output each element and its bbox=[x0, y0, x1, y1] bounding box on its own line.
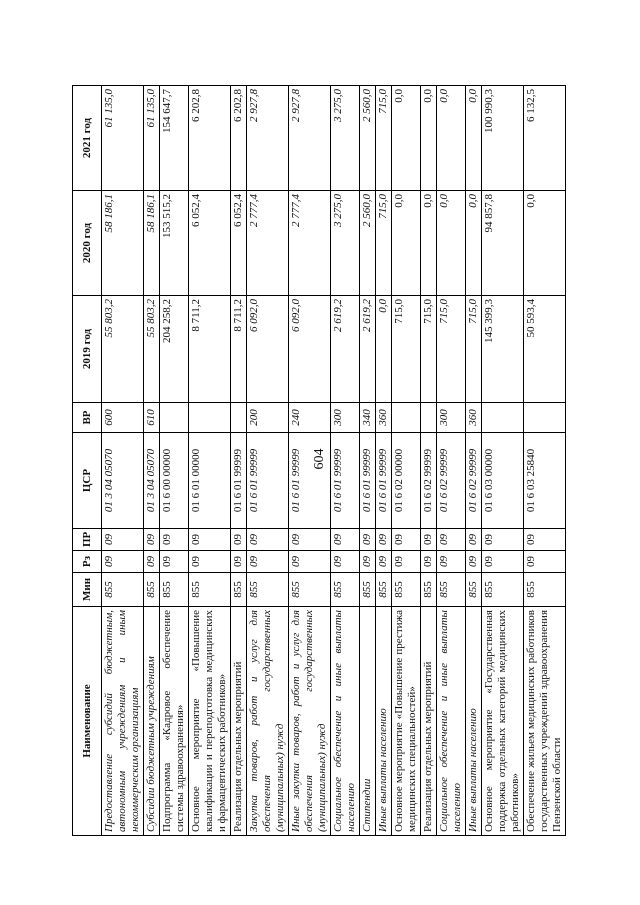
header-name: Наименование bbox=[73, 607, 102, 836]
cell-pr: 09 bbox=[289, 529, 331, 551]
table-row bbox=[331, 86, 360, 836]
cell-csr: 01 6 02 00000 bbox=[392, 433, 421, 529]
cell-2021: 0,0 bbox=[437, 86, 466, 191]
cell-rz: 09 bbox=[231, 551, 247, 573]
cell-csr: 01 6 01 99999 bbox=[289, 433, 331, 529]
cell-pr: 09 bbox=[482, 529, 524, 551]
cell-rz: 09 bbox=[392, 551, 421, 573]
cell-min: 855 bbox=[360, 573, 376, 607]
table-header-row bbox=[73, 86, 102, 836]
cell-2020: 0,0 bbox=[524, 191, 566, 296]
header-rz: Рз bbox=[73, 551, 102, 573]
cell-min: 855 bbox=[466, 573, 482, 607]
cell-min: 855 bbox=[247, 573, 289, 607]
cell-name: Социальное обеспечение и иные выплаты населению bbox=[437, 607, 466, 836]
cell-2019: 2 619,2 bbox=[331, 296, 360, 403]
cell-min: 855 bbox=[376, 573, 392, 607]
cell-pr: 09 bbox=[160, 529, 189, 551]
cell-pr: 09 bbox=[376, 529, 392, 551]
cell-name: Закупка товаров, работ и услуг для обеспечения государственных (муниципальных) нужд bbox=[247, 607, 289, 836]
cell-name: Основное мероприятие «Повышение квалификации и переподготовка медицинских и фармацевтических работников» bbox=[189, 607, 231, 836]
cell-2020: 6 052,4 bbox=[231, 191, 247, 296]
cell-pr: 09 bbox=[331, 529, 360, 551]
cell-vr: 240 bbox=[289, 403, 331, 433]
cell-csr: 01 6 02 99999 bbox=[421, 433, 437, 529]
cell-vr: 200 bbox=[247, 403, 289, 433]
budget-table bbox=[72, 85, 566, 836]
cell-2021: 6 202,8 bbox=[189, 86, 231, 191]
cell-min: 855 bbox=[231, 573, 247, 607]
cell-name: Реализация отдельных мероприятий bbox=[421, 607, 437, 836]
cell-name: Реализация отдельных мероприятий bbox=[231, 607, 247, 836]
cell-csr: 01 6 03 00000 bbox=[482, 433, 524, 529]
cell-vr: 360 bbox=[466, 403, 482, 433]
header-vr: ВР bbox=[73, 403, 102, 433]
cell-rz: 09 bbox=[360, 551, 376, 573]
cell-vr bbox=[421, 403, 437, 433]
cell-name: Иные закупки товаров, работ и услуг для обеспечения государственных (муниципальных) нужд bbox=[289, 607, 331, 836]
cell-2019: 0,0 bbox=[376, 296, 392, 403]
cell-pr: 09 bbox=[421, 529, 437, 551]
cell-name: Подпрограмма «Кадровое обеспечение системы здравоохранения» bbox=[160, 607, 189, 836]
table-row bbox=[160, 86, 189, 836]
cell-2020: 6 052,4 bbox=[189, 191, 231, 296]
cell-vr: 360 bbox=[376, 403, 392, 433]
cell-min: 855 bbox=[482, 573, 524, 607]
cell-vr: 340 bbox=[360, 403, 376, 433]
cell-min: 855 bbox=[160, 573, 189, 607]
cell-rz: 09 bbox=[466, 551, 482, 573]
cell-rz: 09 bbox=[376, 551, 392, 573]
cell-2019: 204 258,2 bbox=[160, 296, 189, 403]
cell-pr: 09 bbox=[437, 529, 466, 551]
cell-vr: 610 bbox=[144, 403, 160, 433]
cell-min: 855 bbox=[392, 573, 421, 607]
cell-2020: 58 186,1 bbox=[102, 191, 144, 296]
cell-2020: 94 857,8 bbox=[482, 191, 524, 296]
cell-name: Иные выплаты населению bbox=[466, 607, 482, 836]
cell-2020: 58 186,1 bbox=[144, 191, 160, 296]
cell-rz: 09 bbox=[160, 551, 189, 573]
cell-2019: 145 399,3 bbox=[482, 296, 524, 403]
cell-2021: 3 275,0 bbox=[331, 86, 360, 191]
table-row bbox=[247, 86, 289, 836]
cell-rz: 09 bbox=[189, 551, 231, 573]
table-row bbox=[231, 86, 247, 836]
header-2019: 2019 год bbox=[73, 296, 102, 403]
cell-pr: 09 bbox=[144, 529, 160, 551]
cell-2019: 55 803,2 bbox=[144, 296, 160, 403]
table-row bbox=[360, 86, 376, 836]
table-row bbox=[524, 86, 566, 836]
cell-pr: 09 bbox=[360, 529, 376, 551]
header-min: Мин bbox=[73, 573, 102, 607]
cell-2021: 715,0 bbox=[376, 86, 392, 191]
cell-2021: 6 132,5 bbox=[524, 86, 566, 191]
cell-2021: 6 202,8 bbox=[231, 86, 247, 191]
table-row bbox=[437, 86, 466, 836]
cell-vr: 600 bbox=[102, 403, 144, 433]
cell-2021: 100 990,3 bbox=[482, 86, 524, 191]
cell-pr: 09 bbox=[102, 529, 144, 551]
cell-2021: 0,0 bbox=[466, 86, 482, 191]
cell-2020: 153 515,2 bbox=[160, 191, 189, 296]
cell-rz: 09 bbox=[331, 551, 360, 573]
header-pr: ПР bbox=[73, 529, 102, 551]
cell-rz: 09 bbox=[437, 551, 466, 573]
cell-rz: 09 bbox=[289, 551, 331, 573]
cell-csr: 01 6 01 99999 bbox=[231, 433, 247, 529]
table-row bbox=[189, 86, 231, 836]
cell-2021: 2 560,0 bbox=[360, 86, 376, 191]
cell-name: Основное мероприятие «Повышение престижа медицинских специальностей» bbox=[392, 607, 421, 836]
cell-vr: 300 bbox=[331, 403, 360, 433]
cell-pr: 09 bbox=[466, 529, 482, 551]
cell-name: Основное мероприятие «Государственная поддержка отдельных категорий медицинских работников» bbox=[482, 607, 524, 836]
cell-name: Социальное обеспечение и иные выплаты населению bbox=[331, 607, 360, 836]
cell-vr: 300 bbox=[437, 403, 466, 433]
table-row bbox=[392, 86, 421, 836]
cell-name: Стипендии bbox=[360, 607, 376, 836]
cell-csr: 01 6 01 99999 bbox=[331, 433, 360, 529]
cell-rz: 09 bbox=[524, 551, 566, 573]
page-number: 604 bbox=[312, 448, 327, 470]
cell-2021: 154 647,7 bbox=[160, 86, 189, 191]
table-row bbox=[466, 86, 482, 836]
cell-min: 855 bbox=[437, 573, 466, 607]
cell-2020: 3 275,0 bbox=[331, 191, 360, 296]
cell-csr: 01 3 04 05070 bbox=[102, 433, 144, 529]
cell-rz: 09 bbox=[102, 551, 144, 573]
cell-2020: 0,0 bbox=[437, 191, 466, 296]
cell-min: 855 bbox=[289, 573, 331, 607]
cell-csr: 01 6 00 00000 bbox=[160, 433, 189, 529]
cell-2019: 2 619,2 bbox=[360, 296, 376, 403]
cell-pr: 09 bbox=[524, 529, 566, 551]
cell-csr: 01 6 01 99999 bbox=[247, 433, 289, 529]
cell-csr: 01 6 02 99999 bbox=[437, 433, 466, 529]
cell-csr: 01 3 04 05070 bbox=[144, 433, 160, 529]
cell-2021: 0,0 bbox=[421, 86, 437, 191]
cell-2019: 715,0 bbox=[392, 296, 421, 403]
cell-2020: 2 560,0 bbox=[360, 191, 376, 296]
cell-2019: 8 711,2 bbox=[189, 296, 231, 403]
cell-pr: 09 bbox=[247, 529, 289, 551]
cell-2019: 50 593,4 bbox=[524, 296, 566, 403]
cell-csr: 01 6 01 99999 bbox=[360, 433, 376, 529]
cell-2020: 2 777,4 bbox=[247, 191, 289, 296]
cell-min: 855 bbox=[421, 573, 437, 607]
table-row bbox=[421, 86, 437, 836]
cell-name: Предоставление субсидий бюджетным, автономным учреждениям и иным некоммерческим организациям bbox=[102, 607, 144, 836]
table-row bbox=[289, 86, 331, 836]
cell-pr: 09 bbox=[231, 529, 247, 551]
cell-vr bbox=[482, 403, 524, 433]
cell-min: 855 bbox=[144, 573, 160, 607]
cell-name: Иные выплаты населению bbox=[376, 607, 392, 836]
cell-vr bbox=[160, 403, 189, 433]
cell-2021: 0,0 bbox=[392, 86, 421, 191]
cell-vr bbox=[231, 403, 247, 433]
cell-csr: 01 6 01 99999 bbox=[376, 433, 392, 529]
cell-name: Субсидии бюджетным учреждениям bbox=[144, 607, 160, 836]
cell-2019: 6 092,0 bbox=[247, 296, 289, 403]
cell-min: 855 bbox=[102, 573, 144, 607]
cell-rz: 09 bbox=[482, 551, 524, 573]
cell-2019: 715,0 bbox=[437, 296, 466, 403]
cell-vr bbox=[189, 403, 231, 433]
cell-rz: 09 bbox=[247, 551, 289, 573]
table-row bbox=[102, 86, 144, 836]
cell-csr: 01 6 02 99999 bbox=[466, 433, 482, 529]
header-csr: ЦСР bbox=[73, 433, 102, 529]
table-row bbox=[376, 86, 392, 836]
cell-2020: 2 777,4 bbox=[289, 191, 331, 296]
cell-pr: 09 bbox=[189, 529, 231, 551]
rotated-table-container bbox=[72, 86, 572, 836]
cell-2019: 6 092,0 bbox=[289, 296, 331, 403]
cell-2020: 715,0 bbox=[376, 191, 392, 296]
cell-csr: 01 6 01 00000 bbox=[189, 433, 231, 529]
cell-rz: 09 bbox=[144, 551, 160, 573]
cell-2020: 0,0 bbox=[392, 191, 421, 296]
cell-2020: 0,0 bbox=[466, 191, 482, 296]
cell-2019: 55 803,2 bbox=[102, 296, 144, 403]
cell-min: 855 bbox=[189, 573, 231, 607]
cell-min: 855 bbox=[524, 573, 566, 607]
cell-min: 855 bbox=[331, 573, 360, 607]
cell-2021: 61 135,0 bbox=[102, 86, 144, 191]
cell-2019: 8 711,2 bbox=[231, 296, 247, 403]
header-2020: 2020 год bbox=[73, 191, 102, 296]
cell-vr bbox=[392, 403, 421, 433]
cell-pr: 09 bbox=[392, 529, 421, 551]
table-row bbox=[482, 86, 524, 836]
cell-rz: 09 bbox=[421, 551, 437, 573]
header-2021: 2021 год bbox=[73, 86, 102, 191]
cell-2021: 2 927,8 bbox=[247, 86, 289, 191]
table-row bbox=[144, 86, 160, 836]
cell-2019: 715,0 bbox=[421, 296, 437, 403]
cell-2019: 715,0 bbox=[466, 296, 482, 403]
cell-2021: 61 135,0 bbox=[144, 86, 160, 191]
cell-csr: 01 6 03 25840 bbox=[524, 433, 566, 529]
cell-2020: 0,0 bbox=[421, 191, 437, 296]
cell-name: Обеспечение жильем медицинских работников государственных учреждений здравоохранения Пензенской области bbox=[524, 607, 566, 836]
cell-vr bbox=[524, 403, 566, 433]
cell-2021: 2 927,8 bbox=[289, 86, 331, 191]
